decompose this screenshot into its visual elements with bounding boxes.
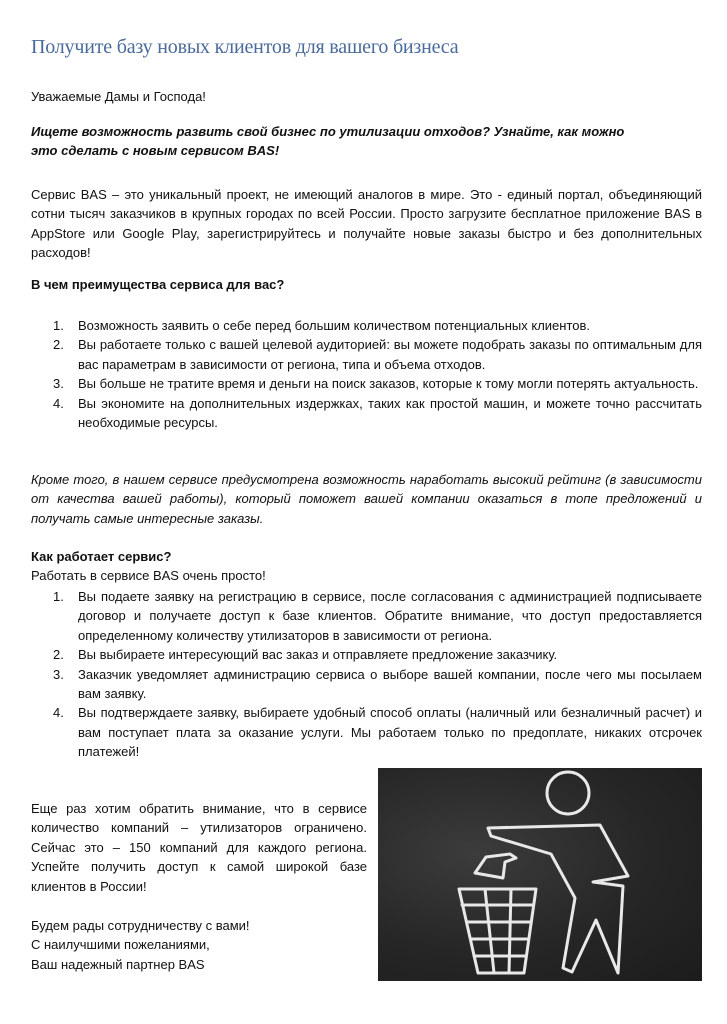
rating-note: Кроме того, в нашем сервисе предусмотрена возможность наработать высокий рейтинг (в зависимости от качества вашей работы), который поможет вашей компании оказаться в топе предложений и получать самые интересные заказы. <box>31 472 702 526</box>
list-item: 3. Заказчик уведомляет администрацию сервиса о выборе вашей компании, после чего мы посылаем вам заявку. <box>53 666 702 702</box>
lead-paragraph <box>31 122 702 161</box>
list-item: 2. Вы выбираете интересующий вас заказ и отправляете предложение заказчику. <box>53 647 558 663</box>
list-item: 1. Вы подаете заявку на регистрацию в сервисе, после согласования с администрацией подписываете договор и получаете доступ к базе клиентов. Обратите внимание, что доступ предоставляется определенному количеству утилизаторов в зависимости от региона. <box>53 589 702 643</box>
page-title: Получите базу новых клиентов для вашего бизнеса <box>31 36 459 58</box>
list-item: 4. Вы подтверждаете заявку, выбираете удобный способ оплаты (наличный или безналичный расчет) и вам поступает плата за оказание услуги. Мы работаем только по предоплате, никаких отсрочек платежей! <box>53 705 702 760</box>
how-it-works-subheading: Работать в сервисе BAS очень просто! <box>31 568 266 583</box>
advantages-list <box>31 316 702 432</box>
closing-line-1: Будем рады сотрудничеству с вами! <box>31 918 250 933</box>
closing-line-2: С наилучшими пожеланиями, <box>31 937 210 953</box>
how-it-works-heading: Как работает сервис? <box>31 549 172 564</box>
greeting: Уважаемые Дамы и Господа! <box>31 89 206 104</box>
litter-bin-image <box>378 768 702 981</box>
intro-paragraph: Сервис BAS – это уникальный проект, не имеющий аналогов в мире. Это - единый портал, объединяющий сотни тысяч заказчиков в крупных городах по всей России. Просто загрузите бесплатное приложение BAS в AppStore или Google Play, зарегистрируйтесь и получайте новые заказы быстро и без дополнительных расходов! <box>31 187 702 261</box>
lead-line-2: это сделать с новым сервисом BAS! <box>31 143 280 159</box>
how-it-works-list <box>31 587 702 762</box>
list-item: 2. Вы работаете только с вашей целевой аудиторией: вы можете подобрать заказы по оптимальным для вас параметрам в зависимости от региона, типа и объема отходов. <box>53 337 702 372</box>
list-item: 1. Возможность заявить о себе перед большим количеством потенциальных клиентов. <box>53 318 591 333</box>
list-item: 3. Вы больше не тратите время и деньги на поиск заказов, которые к тому могли потерять актуальность. <box>53 376 699 392</box>
limited-note: Еще раз хотим обратить внимание, что в сервисе количество компаний – утилизаторов ограничено. Сейчас это – 150 компаний для каждого региона. Успейте получить доступ к самой широкой базе клиентов в России! <box>31 801 367 894</box>
list-item: 4. Вы экономите на дополнительных издержках, таких как простой машин, и можете точно рассчитать необходимые ресурсы. <box>53 395 702 431</box>
advantages-heading: В чем преимущества сервиса для вас? <box>31 277 285 292</box>
closing <box>31 916 367 974</box>
closing-line-3: Ваш надежный партнер BAS <box>31 956 205 972</box>
lead-line-1: Ищете возможность развить свой бизнес по утилизации отходов? Узнайте, как можно <box>31 124 625 139</box>
litter-bin-person-icon <box>378 768 702 981</box>
